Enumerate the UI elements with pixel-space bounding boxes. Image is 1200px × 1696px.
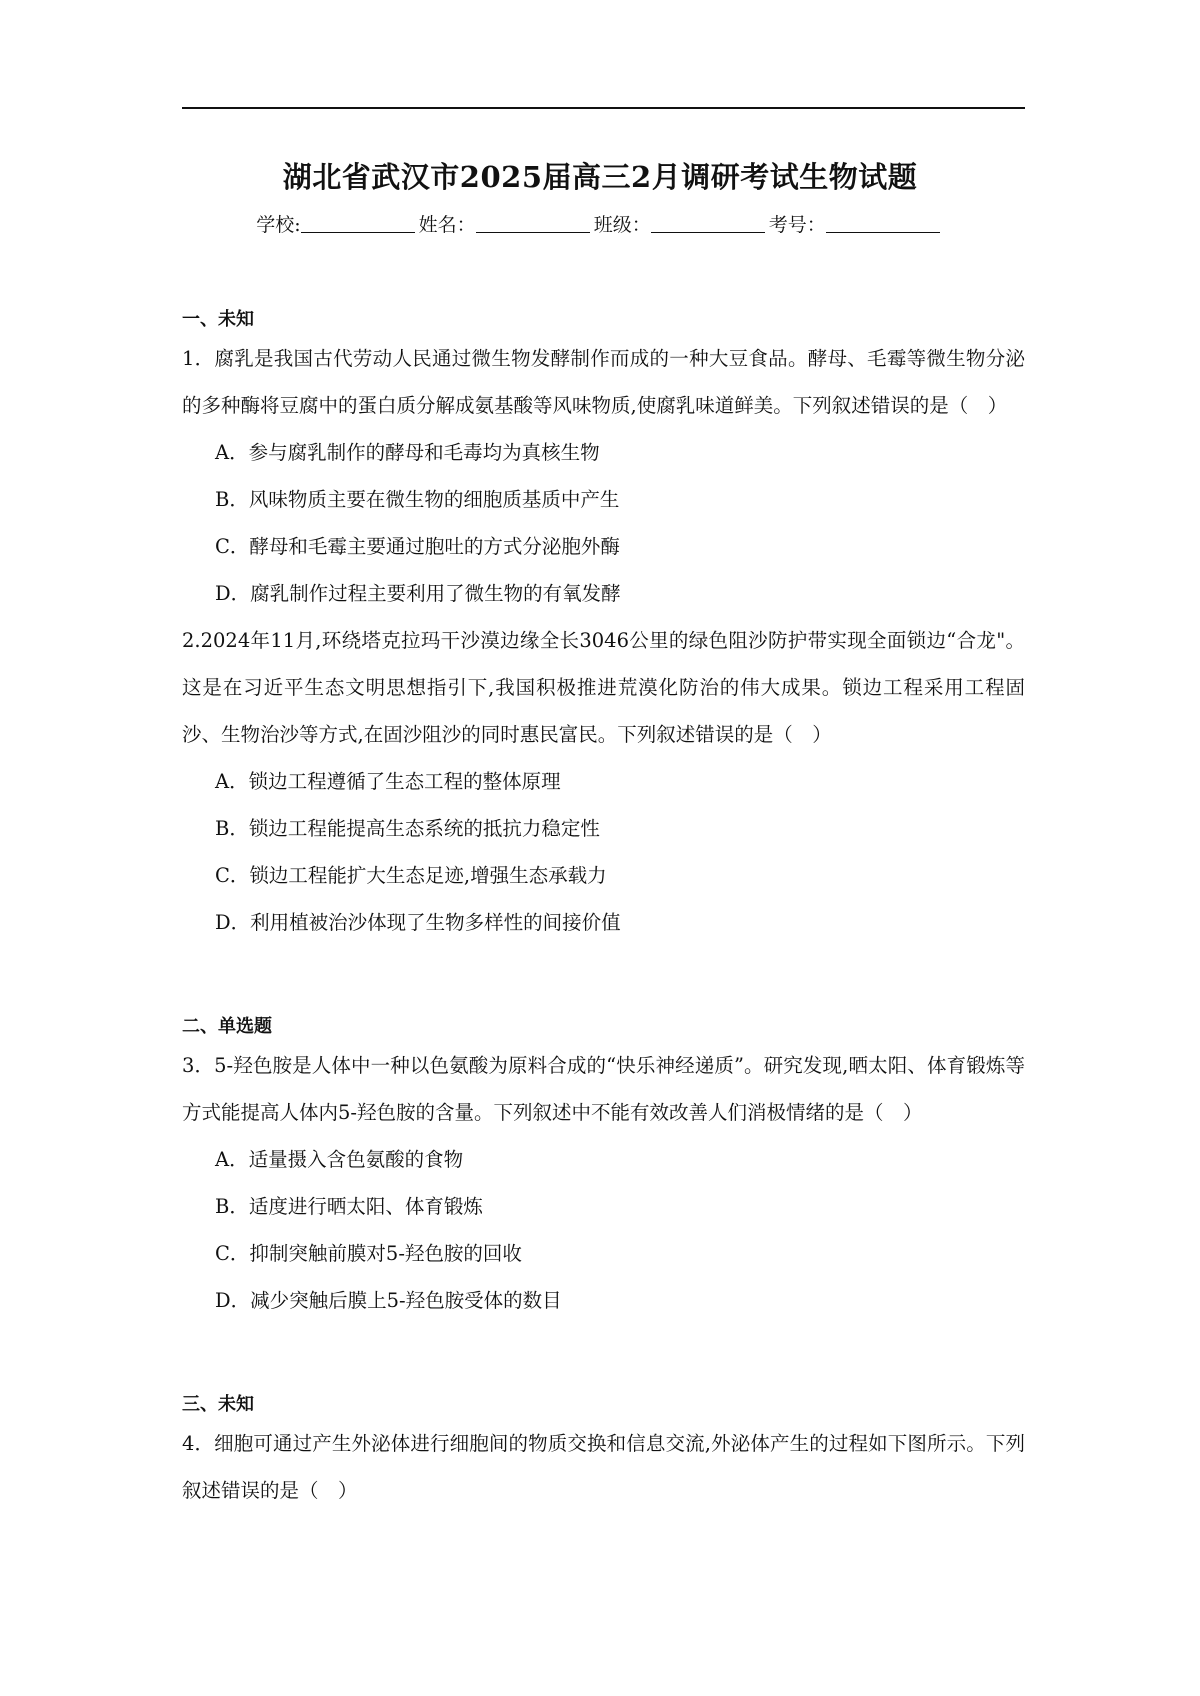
section-heading: 三、未知 <box>182 1394 254 1415</box>
question-stem: 1．腐乳是我国古代劳动人民通过微生物发酵制作而成的一种大豆食品。酵母、毛霉等微生物分泌的多种酶将豆腐中的蛋白质分解成氨基酸等风味物质,使腐乳味道鲜美。下列叙述错误的是（ ） <box>182 347 1025 417</box>
school-label: 学校: <box>256 214 301 236</box>
option-a: A．适量摄入含色氨酸的食物 <box>215 1148 464 1171</box>
question-stem: 3．5-羟色胺是人体中一种以色氨酸为原料合成的“快乐神经递质”。研究发现,晒太阳、体育锻炼等方式能提高人体内5-羟色胺的含量。下列叙述中不能有效改善人们消极情绪的是（ ） <box>182 1054 1025 1124</box>
option-b: B．锁边工程能提高生态系统的抵抗力稳定性 <box>215 817 600 840</box>
exam-number-label: 考号： <box>768 214 826 236</box>
option-d: D．腐乳制作过程主要利用了微生物的有氧发酵 <box>215 582 621 605</box>
question-stem: 2.2024年11月,环绕塔克拉玛干沙漠边缘全长3046公里的绿色阻沙防护带实现全面锁边“合龙"。这是在习近平生态文明思想指引下,我国积极推进荒漠化防治的伟大成果。锁边工程采用工程固沙、生物治沙等方式,在固沙阻沙的同时惠民富民。下列叙述错误的是（ ） <box>182 629 1025 746</box>
question-content <box>182 305 1025 1514</box>
option-d: D．减少突触后膜上5-羟色胺受体的数目 <box>215 1289 562 1312</box>
header-rule <box>182 107 1025 109</box>
class-blank[interactable] <box>651 214 765 233</box>
question-2 <box>182 617 1025 946</box>
option-c: C．抑制突触前膜对5-羟色胺的回收 <box>215 1242 522 1265</box>
student-info-line <box>0 210 1200 237</box>
option-a: A．参与腐乳制作的酵母和毛毒均为真核生物 <box>215 441 600 464</box>
question-1 <box>182 335 1025 617</box>
option-c: C．锁边工程能扩大生态足迹,增强生态承载力 <box>215 864 607 887</box>
option-c: C．酵母和毛霉主要通过胞吐的方式分泌胞外酶 <box>215 535 620 558</box>
option-d: D．利用植被治沙体现了生物多样性的间接价值 <box>215 911 621 934</box>
section-heading: 二、单选题 <box>182 1016 272 1037</box>
section-spacer <box>182 946 1025 1012</box>
question-4 <box>182 1420 1025 1514</box>
question-3 <box>182 1042 1025 1324</box>
section-heading: 一、未知 <box>182 309 254 330</box>
school-blank[interactable] <box>301 214 415 233</box>
question-stem: 4．细胞可通过产生外泌体进行细胞间的物质交换和信息交流,外泌体产生的过程如下图所示。下列叙述错误的是（ ） <box>182 1432 1025 1502</box>
name-blank[interactable] <box>476 214 590 233</box>
option-b: B．风味物质主要在微生物的细胞质基质中产生 <box>215 488 620 511</box>
exam-number-blank[interactable] <box>826 214 940 233</box>
option-a: A．锁边工程遵循了生态工程的整体原理 <box>215 770 561 793</box>
class-label: 班级： <box>593 214 651 236</box>
exam-title: 湖北省武汉市2025届高三2月调研考试生物试题 <box>282 160 918 194</box>
name-label: 姓名： <box>418 214 476 236</box>
section-spacer <box>182 1324 1025 1390</box>
option-b: B．适度进行晒太阳、体育锻炼 <box>215 1195 483 1218</box>
